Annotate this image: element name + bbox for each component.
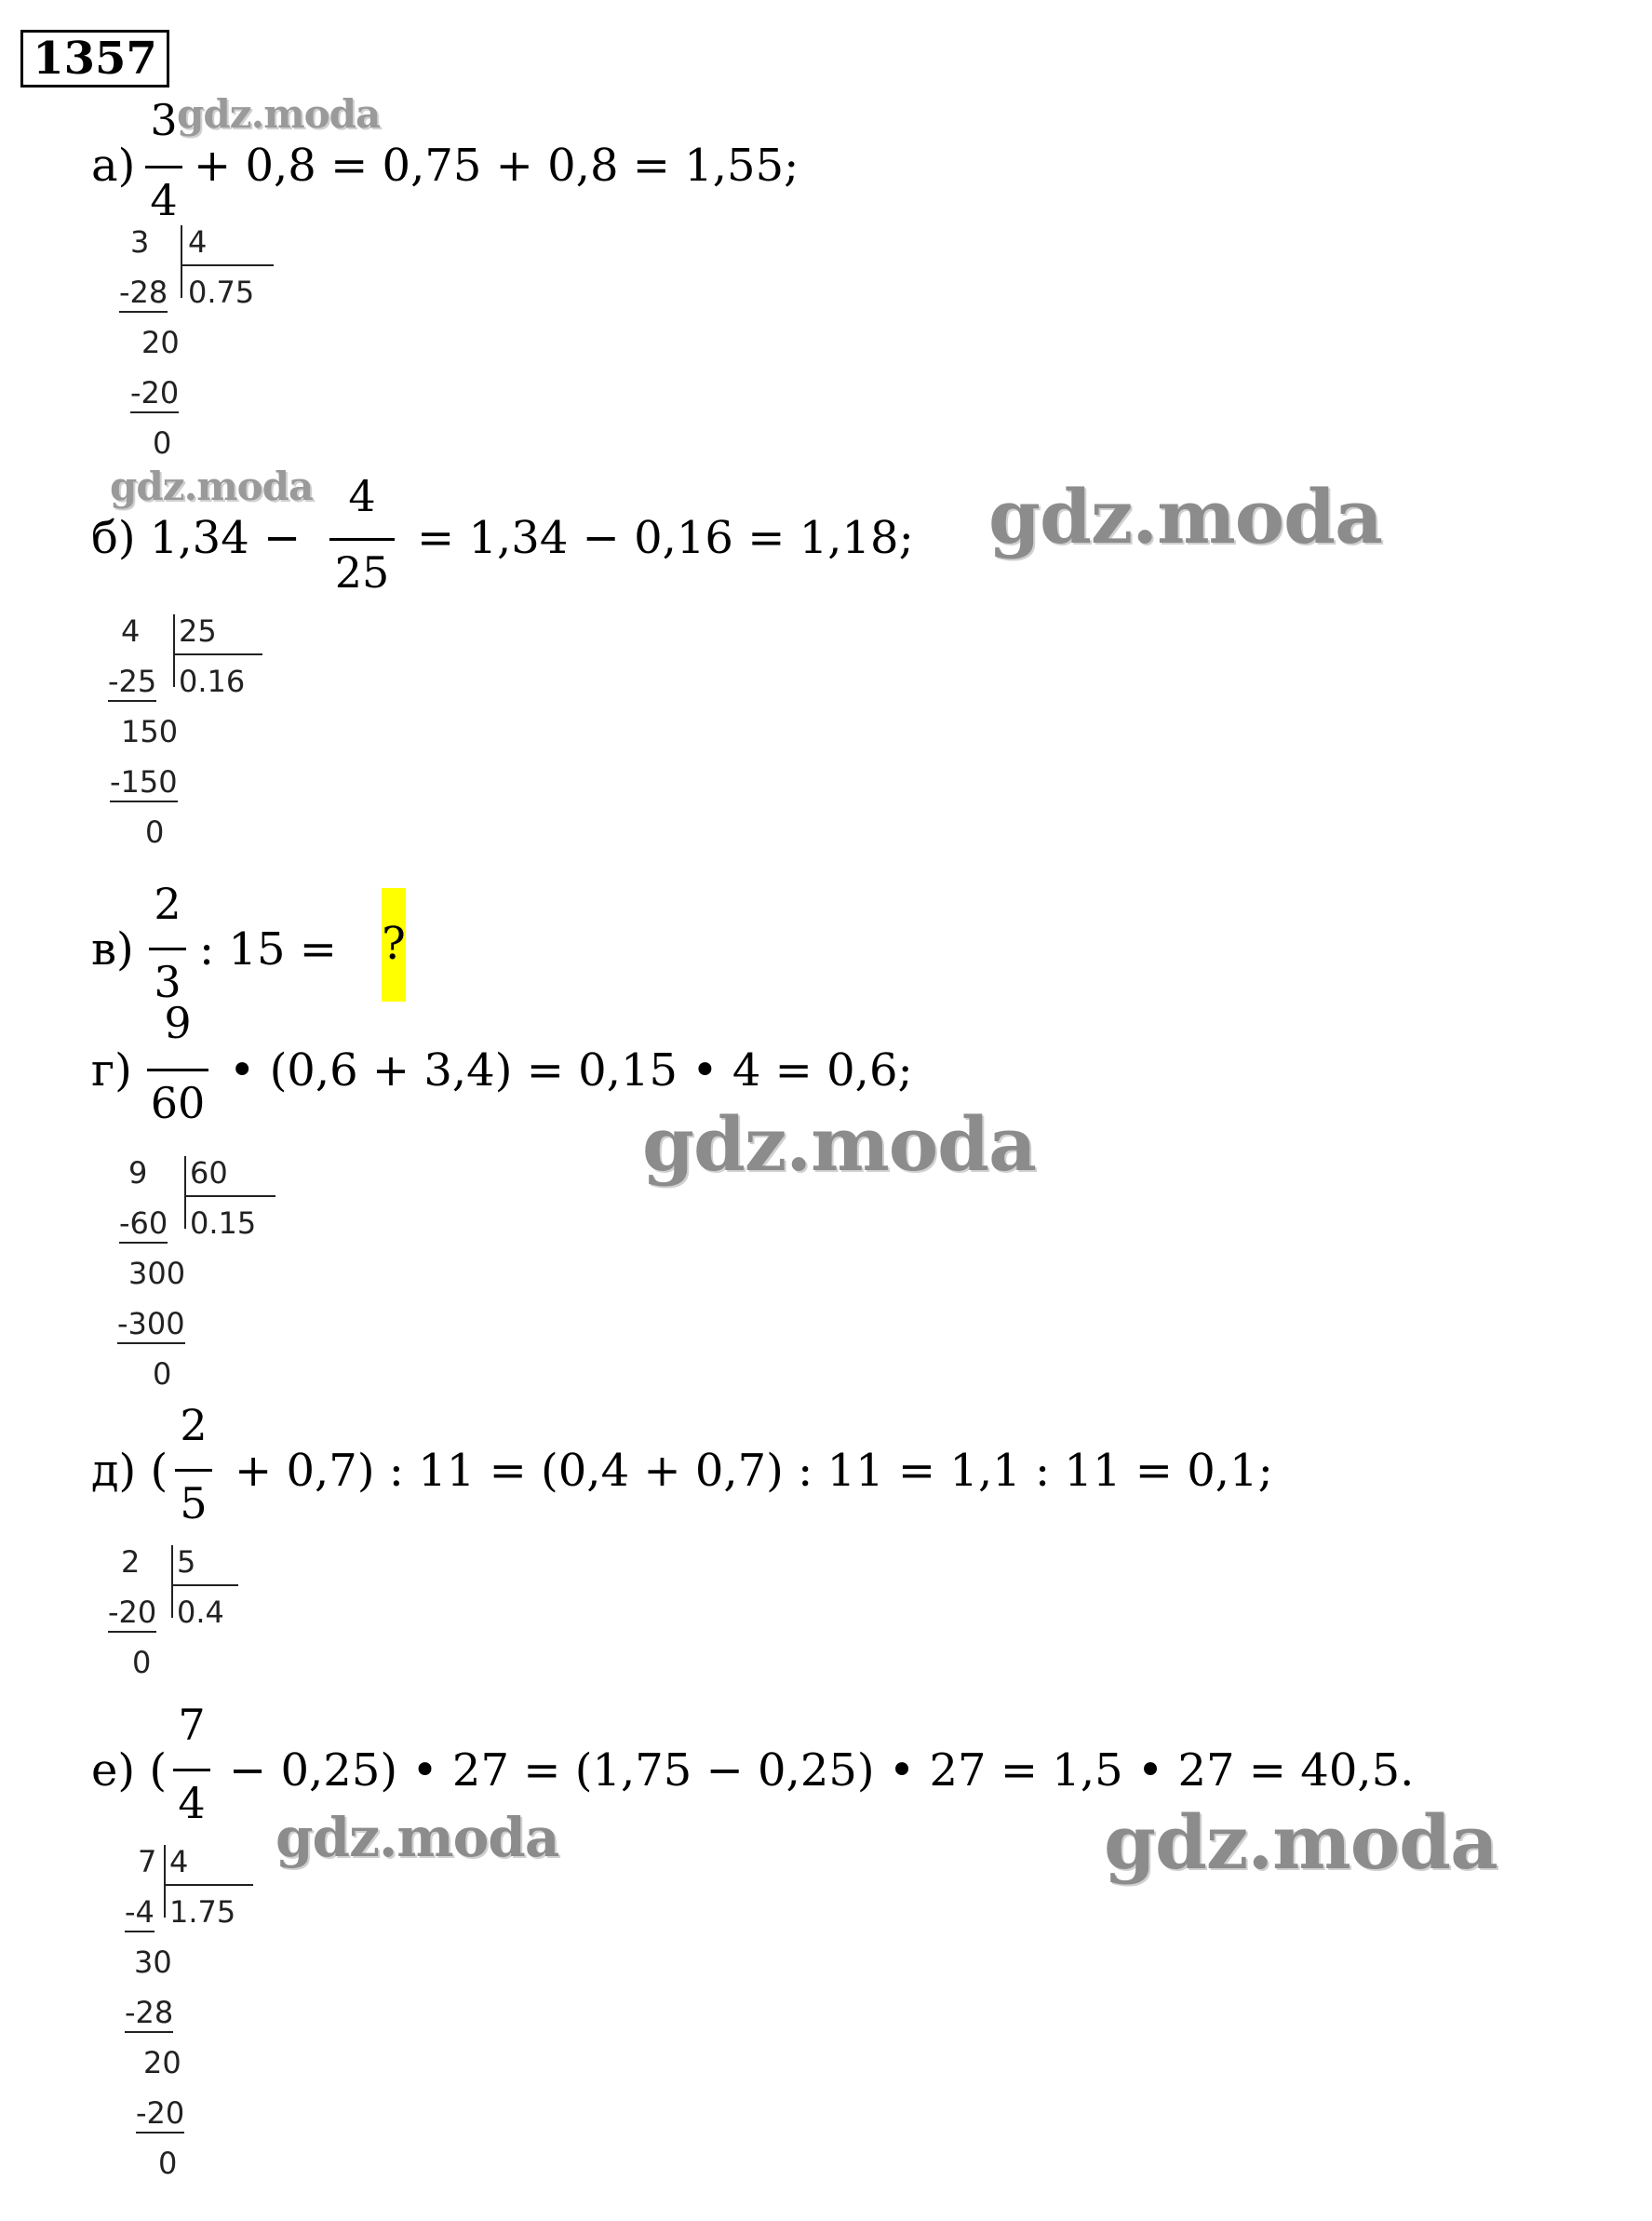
item-d-frac-bar [175, 1469, 212, 1472]
watermark-logo: gdz.moda [988, 473, 1382, 560]
item-d-frac-num: 2 [180, 1400, 208, 1450]
division-divisor: 25 [179, 613, 217, 649]
division-quotient: 0.15 [190, 1205, 257, 1241]
item-b-long-division [102, 612, 289, 855]
division-dividend: 4 [121, 613, 141, 649]
division-remainder: 0 [153, 1356, 172, 1392]
item-a-frac-den: 4 [150, 175, 178, 225]
item-v-frac-bar [149, 948, 186, 950]
division-subtrahend: -20 [130, 374, 179, 413]
item-v-frac-num: 2 [154, 879, 181, 929]
item-e-rest: − 0,25) • 27 = (1,75 − 0,25) • 27 = 1,5 • 27 = 40,5. [229, 1744, 1415, 1797]
task-number: 1357 [20, 30, 169, 87]
division-subtrahend: -25 [108, 663, 156, 702]
division-remainder: 20 [143, 2045, 181, 2080]
item-g-long-division [112, 1154, 316, 1396]
division-divisor: 60 [190, 1155, 228, 1191]
division-remainder: 0 [158, 2146, 178, 2181]
division-subtrahend: -150 [110, 763, 178, 802]
division-remainder: 0 [145, 814, 165, 850]
division-subtrahend: -20 [136, 2094, 184, 2134]
item-e-label: е) ( [91, 1744, 168, 1797]
division-divisor: 5 [177, 1544, 196, 1580]
item-e-frac-num: 7 [178, 1700, 206, 1750]
division-dividend: 3 [130, 224, 150, 260]
item-a-rest: + 0,8 = 0,75 + 0,8 = 1,55; [194, 140, 799, 192]
division-remainder: 0 [153, 425, 172, 461]
item-v-question-highlight: ? [382, 888, 406, 1002]
division-divisor: 4 [169, 1844, 189, 1879]
division-subtrahend: -28 [119, 274, 168, 313]
item-b-frac-den: 25 [334, 547, 390, 598]
item-g-rest: • (0,6 + 3,4) = 0,15 • 4 = 0,6; [229, 1044, 913, 1097]
watermark-logo: gdz.moda [642, 1100, 1036, 1188]
item-d-frac-den: 5 [180, 1478, 208, 1528]
item-d-long-division [102, 1543, 289, 1692]
division-divisor: 4 [188, 224, 208, 260]
division-remainder: 0 [132, 1645, 152, 1680]
division-dividend: 9 [128, 1155, 148, 1191]
item-e-frac-den: 4 [178, 1778, 206, 1828]
division-quotient: 0.75 [188, 275, 255, 310]
division-subtrahend: -20 [108, 1594, 156, 1633]
division-subtrahend: -4 [125, 1893, 154, 1932]
division-dividend: 7 [138, 1844, 157, 1879]
item-d-rest: + 0,7) : 11 = (0,4 + 0,7) : 11 = 1,1 : 11 = 0,1; [235, 1445, 1273, 1497]
watermark-logo: gdz.moda [275, 1806, 559, 1869]
division-remainder: 20 [141, 325, 180, 360]
item-e-long-division [121, 1843, 307, 2187]
item-b-frac-num: 4 [348, 471, 376, 521]
watermark-logo: gdz.moda [110, 464, 314, 509]
item-a-frac-num: 3 [150, 95, 178, 145]
item-b-frac-bar [329, 538, 395, 541]
watermark-logo: gdz.moda [177, 91, 381, 137]
division-dividend: 2 [121, 1544, 141, 1580]
division-subtrahend: -28 [125, 1994, 173, 2033]
division-remainder: 150 [121, 714, 179, 749]
division-quotient: 1.75 [169, 1894, 236, 1930]
item-d-label: д) ( [91, 1445, 168, 1497]
watermark-logo: gdz.moda [1104, 1798, 1498, 1886]
item-g-frac-den: 60 [150, 1078, 206, 1128]
division-quotient: 0.4 [177, 1595, 224, 1630]
item-v-rest: : 15 = [199, 923, 337, 976]
division-quotient: 0.16 [179, 664, 246, 699]
division-remainder: 30 [134, 1945, 172, 1980]
division-subtrahend: -60 [119, 1205, 168, 1244]
item-b-rest: = 1,34 − 0,16 = 1,18; [417, 512, 914, 564]
item-a-frac-bar [145, 166, 182, 168]
item-g-frac-bar [147, 1069, 208, 1071]
division-remainder: 300 [128, 1256, 186, 1291]
item-a-label: а) [91, 140, 136, 192]
item-v-frac-den: 3 [154, 957, 181, 1007]
item-g-frac-num: 9 [164, 998, 192, 1048]
item-v-label: в) [91, 923, 134, 976]
division-subtrahend: -300 [117, 1305, 185, 1344]
item-b-label: б) 1,34 − [91, 512, 302, 564]
item-e-frac-bar [173, 1769, 210, 1771]
item-a-long-division [112, 223, 298, 465]
item-g-label: г) [91, 1044, 132, 1097]
